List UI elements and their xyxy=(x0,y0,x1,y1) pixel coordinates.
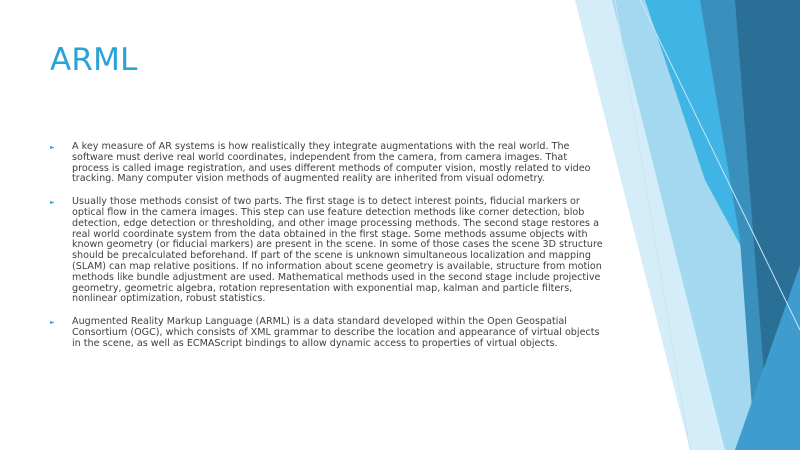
bullet-list xyxy=(50,142,605,362)
bullet-text: Augmented Reality Markup Language (ARML) is a data standard developed within the Open Geospatial Consortium (OGC), which consists of XML grammar to describe the location and appearance of virtual objects in the scene, as well as ECMAScript bindings to allow dynamic access to properties of virtual objects. xyxy=(72,316,600,349)
bullet-item-arml-standard xyxy=(50,317,605,349)
triangle-right-icon: ► xyxy=(50,319,55,327)
triangle-right-icon: ► xyxy=(50,144,55,151)
slide-title: ARML xyxy=(50,42,138,78)
triangle-right-icon: ► xyxy=(50,199,55,207)
bullet-item-two-stage-methods xyxy=(50,197,605,305)
bullet-text: A key measure of AR systems is how realistically they integrate augmentations with the real world. The software must derive real world coordinates, independent from the camera, from camera images. That process is called image registration, and uses different methods of computer vision, mostly related to video tracking. Many computer vision methods of augmented reality are inherited from visual odometry. xyxy=(72,141,591,185)
bullet-text: Usually those methods consist of two parts. The first stage is to detect interest points, fiducial markers or optical flow in the camera images. This step can use feature detection methods like corner detection, blob detection, edge detection or thresholding, and other image processing methods. The second stage restores a real world coordinate system from the data obtained in the first stage. Some methods assume objects with known geometry (or fiducial markers) are present in the scene. In some of those cases the scene 3D structure should be precalculated beforehand. If part of the scene is unknown simultaneous localization and mapping (SLAM) can map relative positions. If no information about scene geometry is available, structure from motion methods like bundle adjustment are used. Mathematical methods used in the second stage include projective geometry, geometric algebra, rotation representation with exponential map, kalman and particle filters, nonlinear optimization, robust statistics. xyxy=(72,196,603,305)
bullet-item-image-registration xyxy=(50,142,605,185)
